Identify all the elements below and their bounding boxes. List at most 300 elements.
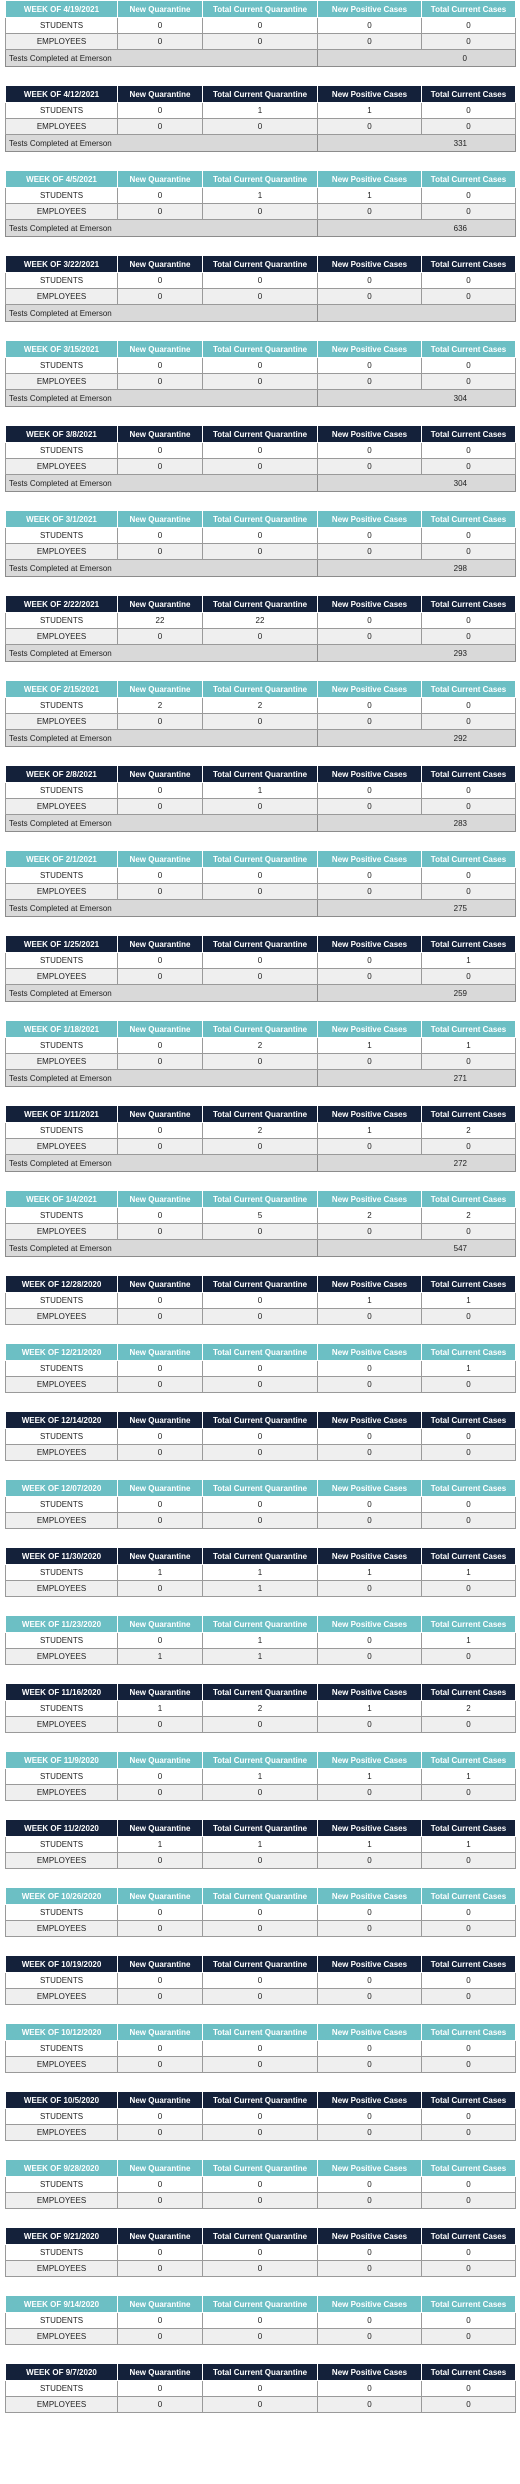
count-cell: 0 [118, 2245, 203, 2261]
tests-row [6, 220, 516, 237]
week-header-row [6, 1888, 516, 1905]
employees-row [6, 1377, 516, 1393]
tests-label: Tests Completed at Emerson [6, 305, 318, 322]
column-header: Total Current Cases [422, 1956, 516, 1973]
count-cell: 0 [118, 1429, 203, 1445]
week-header-row [6, 2364, 516, 2381]
count-cell: 0 [318, 953, 422, 969]
count-cell: 0 [118, 1853, 203, 1869]
row-label: STUDENTS [6, 1837, 118, 1853]
count-cell: 0 [422, 1309, 516, 1325]
week-header-row [6, 256, 516, 273]
table-spacer [5, 1937, 515, 1955]
employees-row [6, 1224, 516, 1240]
employees-row [6, 1989, 516, 2005]
count-cell: 1 [118, 1649, 203, 1665]
count-cell: 0 [118, 1581, 203, 1597]
week-table [5, 1190, 516, 1257]
tests-value: 304 [318, 475, 516, 492]
count-cell: 0 [318, 1989, 422, 2005]
week-title: WEEK OF 12/28/2020 [6, 1276, 118, 1293]
count-cell: 1 [422, 1361, 516, 1377]
students-row [6, 103, 516, 119]
week-header-row [6, 426, 516, 443]
count-cell: 0 [422, 629, 516, 645]
employees-row [6, 1853, 516, 1869]
count-cell: 0 [118, 273, 203, 289]
week-table [5, 170, 516, 237]
row-label: STUDENTS [6, 528, 118, 544]
week-header-row [6, 2296, 516, 2313]
row-label: STUDENTS [6, 1769, 118, 1785]
count-cell: 0 [318, 119, 422, 135]
students-row [6, 1701, 516, 1717]
week-table [5, 2295, 516, 2345]
week-header-row [6, 766, 516, 783]
week-header-row [6, 1, 516, 18]
row-label: EMPLOYEES [6, 799, 118, 815]
employees-row [6, 969, 516, 985]
table-spacer [5, 1461, 515, 1479]
week-table [5, 1275, 516, 1325]
week-table [5, 85, 516, 152]
week-table [5, 1479, 516, 1529]
students-row [6, 2109, 516, 2125]
row-label: EMPLOYEES [6, 1139, 118, 1155]
count-cell: 0 [422, 2329, 516, 2345]
column-header: New Quarantine [118, 1276, 203, 1293]
count-cell: 0 [318, 443, 422, 459]
column-header: New Positive Cases [318, 1752, 422, 1769]
column-header: New Quarantine [118, 681, 203, 698]
column-header: Total Current Cases [422, 1888, 516, 1905]
employees-row [6, 1445, 516, 1461]
tests-row [6, 305, 516, 322]
employees-row [6, 459, 516, 475]
count-cell: 0 [118, 1224, 203, 1240]
row-label: STUDENTS [6, 1361, 118, 1377]
count-cell: 1 [318, 1837, 422, 1853]
count-cell: 0 [118, 443, 203, 459]
column-header: New Quarantine [118, 2228, 203, 2245]
count-cell: 0 [318, 714, 422, 730]
row-label: STUDENTS [6, 2313, 118, 2329]
count-cell: 2 [203, 1038, 318, 1054]
tests-value: 259 [318, 985, 516, 1002]
tests-value: 298 [318, 560, 516, 577]
row-label: EMPLOYEES [6, 2125, 118, 2141]
column-header: New Quarantine [118, 1548, 203, 1565]
week-table [5, 1547, 516, 1597]
count-cell: 0 [422, 188, 516, 204]
count-cell: 0 [118, 1497, 203, 1513]
employees-row [6, 2397, 516, 2413]
column-header: Total Current Cases [422, 1106, 516, 1123]
count-cell: 0 [422, 1513, 516, 1529]
column-header: New Positive Cases [318, 681, 422, 698]
week-header-row [6, 2228, 516, 2245]
column-header: Total Current Quarantine [203, 1548, 318, 1565]
count-cell: 0 [422, 2261, 516, 2277]
column-header: Total Current Quarantine [203, 86, 318, 103]
count-cell: 0 [118, 629, 203, 645]
column-header: Total Current Quarantine [203, 2160, 318, 2177]
count-cell: 0 [318, 2381, 422, 2397]
count-cell: 0 [318, 1905, 422, 1921]
column-header: New Positive Cases [318, 2092, 422, 2109]
count-cell: 0 [118, 34, 203, 50]
count-cell: 0 [318, 1309, 422, 1325]
count-cell: 0 [203, 1513, 318, 1529]
column-header: New Quarantine [118, 2092, 203, 2109]
column-header: New Quarantine [118, 1021, 203, 1038]
row-label: STUDENTS [6, 443, 118, 459]
students-row [6, 1123, 516, 1139]
count-cell: 0 [422, 1921, 516, 1937]
count-cell: 0 [118, 2177, 203, 2193]
count-cell: 0 [118, 868, 203, 884]
count-cell: 0 [422, 2041, 516, 2057]
count-cell: 0 [318, 698, 422, 714]
count-cell: 0 [318, 1429, 422, 1445]
table-spacer [5, 67, 515, 85]
week-title: WEEK OF 10/12/2020 [6, 2024, 118, 2041]
row-label: STUDENTS [6, 698, 118, 714]
count-cell: 0 [118, 884, 203, 900]
count-cell: 1 [203, 188, 318, 204]
count-cell: 0 [118, 783, 203, 799]
students-row [6, 1429, 516, 1445]
count-cell: 0 [203, 953, 318, 969]
week-title: WEEK OF 1/18/2021 [6, 1021, 118, 1038]
week-header-row [6, 681, 516, 698]
column-header: Total Current Quarantine [203, 851, 318, 868]
table-spacer [5, 2073, 515, 2091]
week-title: WEEK OF 11/2/2020 [6, 1820, 118, 1837]
tests-row [6, 560, 516, 577]
table-spacer [5, 832, 515, 850]
count-cell: 0 [118, 2261, 203, 2277]
count-cell: 0 [318, 629, 422, 645]
employees-row [6, 34, 516, 50]
row-label: STUDENTS [6, 2381, 118, 2397]
week-header-row [6, 1344, 516, 1361]
column-header: New Positive Cases [318, 936, 422, 953]
week-title: WEEK OF 3/22/2021 [6, 256, 118, 273]
count-cell: 0 [422, 374, 516, 390]
count-cell: 0 [203, 544, 318, 560]
week-header-row [6, 341, 516, 358]
table-spacer [5, 2141, 515, 2159]
employees-row [6, 1513, 516, 1529]
count-cell: 0 [118, 2313, 203, 2329]
column-header: New Positive Cases [318, 1412, 422, 1429]
column-header: Total Current Cases [422, 86, 516, 103]
row-label: EMPLOYEES [6, 1054, 118, 1070]
count-cell: 0 [118, 1973, 203, 1989]
week-table [5, 2227, 516, 2277]
count-cell: 0 [118, 2057, 203, 2073]
count-cell: 0 [118, 2381, 203, 2397]
row-label: EMPLOYEES [6, 2261, 118, 2277]
count-cell: 0 [203, 443, 318, 459]
tests-value: 304 [318, 390, 516, 407]
tests-row [6, 1240, 516, 1257]
tests-label: Tests Completed at Emerson [6, 985, 318, 1002]
column-header: Total Current Cases [422, 596, 516, 613]
count-cell: 0 [118, 1293, 203, 1309]
column-header: New Positive Cases [318, 1888, 422, 1905]
employees-row [6, 119, 516, 135]
column-header: New Quarantine [118, 596, 203, 613]
week-table [5, 765, 516, 832]
count-cell: 0 [318, 783, 422, 799]
tests-label: Tests Completed at Emerson [6, 220, 318, 237]
count-cell: 0 [118, 459, 203, 475]
row-label: STUDENTS [6, 1973, 118, 1989]
count-cell: 0 [118, 358, 203, 374]
students-row [6, 528, 516, 544]
column-header: Total Current Quarantine [203, 1888, 318, 1905]
week-title: WEEK OF 9/14/2020 [6, 2296, 118, 2313]
count-cell: 1 [203, 1769, 318, 1785]
column-header: New Quarantine [118, 1820, 203, 1837]
count-cell: 0 [318, 1853, 422, 1869]
row-label: STUDENTS [6, 2109, 118, 2125]
count-cell: 0 [203, 528, 318, 544]
row-label: EMPLOYEES [6, 884, 118, 900]
table-spacer [5, 2209, 515, 2227]
count-cell: 0 [422, 1853, 516, 1869]
row-label: EMPLOYEES [6, 1309, 118, 1325]
employees-row [6, 1785, 516, 1801]
week-table [5, 850, 516, 917]
employees-row [6, 544, 516, 560]
count-cell: 1 [318, 1123, 422, 1139]
week-title: WEEK OF 12/14/2020 [6, 1412, 118, 1429]
row-label: STUDENTS [6, 1633, 118, 1649]
count-cell: 0 [203, 1717, 318, 1733]
column-header: Total Current Cases [422, 2092, 516, 2109]
count-cell: 0 [422, 783, 516, 799]
count-cell: 0 [318, 1785, 422, 1801]
count-cell: 0 [118, 1717, 203, 1733]
column-header: New Positive Cases [318, 1480, 422, 1497]
count-cell: 0 [203, 1445, 318, 1461]
table-spacer [5, 1529, 515, 1547]
tests-row [6, 900, 516, 917]
row-label: STUDENTS [6, 18, 118, 34]
count-cell: 0 [422, 2177, 516, 2193]
count-cell: 0 [422, 1989, 516, 2005]
week-table [5, 680, 516, 747]
column-header: Total Current Cases [422, 2228, 516, 2245]
week-title: WEEK OF 3/8/2021 [6, 426, 118, 443]
employees-row [6, 1139, 516, 1155]
column-header: Total Current Cases [422, 1684, 516, 1701]
count-cell: 1 [203, 103, 318, 119]
row-label: EMPLOYEES [6, 1649, 118, 1665]
students-row [6, 188, 516, 204]
employees-row [6, 204, 516, 220]
column-header: Total Current Cases [422, 1191, 516, 1208]
count-cell: 0 [318, 2193, 422, 2209]
count-cell: 0 [118, 2041, 203, 2057]
count-cell: 0 [318, 459, 422, 475]
week-table [5, 1751, 516, 1801]
column-header: Total Current Quarantine [203, 1480, 318, 1497]
table-spacer [5, 322, 515, 340]
week-header-row [6, 1480, 516, 1497]
row-label: EMPLOYEES [6, 1785, 118, 1801]
row-label: STUDENTS [6, 2245, 118, 2261]
week-header-row [6, 86, 516, 103]
column-header: New Positive Cases [318, 86, 422, 103]
week-header-row [6, 1820, 516, 1837]
count-cell: 0 [203, 1361, 318, 1377]
week-title: WEEK OF 9/21/2020 [6, 2228, 118, 2245]
week-title: WEEK OF 10/26/2020 [6, 1888, 118, 1905]
week-title: WEEK OF 12/07/2020 [6, 1480, 118, 1497]
count-cell: 0 [203, 1973, 318, 1989]
count-cell: 0 [422, 1139, 516, 1155]
count-cell: 0 [422, 289, 516, 305]
count-cell: 0 [318, 374, 422, 390]
week-title: WEEK OF 1/25/2021 [6, 936, 118, 953]
tests-label: Tests Completed at Emerson [6, 560, 318, 577]
employees-row [6, 1581, 516, 1597]
count-cell: 0 [422, 1054, 516, 1070]
count-cell: 0 [318, 1921, 422, 1937]
tests-value: 271 [318, 1070, 516, 1087]
table-spacer [5, 1325, 515, 1343]
count-cell: 0 [422, 2397, 516, 2413]
count-cell: 0 [118, 2397, 203, 2413]
column-header: Total Current Cases [422, 426, 516, 443]
column-header: Total Current Cases [422, 2160, 516, 2177]
column-header: Total Current Quarantine [203, 766, 318, 783]
tests-row [6, 135, 516, 152]
students-row [6, 868, 516, 884]
count-cell: 0 [422, 698, 516, 714]
week-table [5, 1343, 516, 1393]
count-cell: 0 [422, 884, 516, 900]
employees-row [6, 1309, 516, 1325]
row-label: STUDENTS [6, 358, 118, 374]
count-cell: 0 [118, 1123, 203, 1139]
count-cell: 1 [203, 1565, 318, 1581]
table-spacer [5, 1665, 515, 1683]
count-cell: 0 [318, 2041, 422, 2057]
column-header: Total Current Cases [422, 1021, 516, 1038]
count-cell: 0 [203, 204, 318, 220]
column-header: New Quarantine [118, 936, 203, 953]
tests-label: Tests Completed at Emerson [6, 390, 318, 407]
row-label: EMPLOYEES [6, 2329, 118, 2345]
count-cell: 0 [422, 544, 516, 560]
column-header: Total Current Quarantine [203, 426, 318, 443]
column-header: Total Current Cases [422, 1616, 516, 1633]
tests-row [6, 390, 516, 407]
week-title: WEEK OF 10/5/2020 [6, 2092, 118, 2109]
count-cell: 0 [118, 374, 203, 390]
column-header: New Quarantine [118, 426, 203, 443]
week-title: WEEK OF 2/15/2021 [6, 681, 118, 698]
week-table [5, 1105, 516, 1172]
row-label: STUDENTS [6, 2177, 118, 2193]
week-table [5, 1887, 516, 1937]
students-row [6, 358, 516, 374]
students-row [6, 443, 516, 459]
week-table [5, 340, 516, 407]
week-title: WEEK OF 3/1/2021 [6, 511, 118, 528]
table-spacer [5, 407, 515, 425]
row-label: EMPLOYEES [6, 969, 118, 985]
table-spacer [5, 1257, 515, 1275]
tests-label: Tests Completed at Emerson [6, 475, 318, 492]
count-cell: 1 [422, 953, 516, 969]
column-header: New Positive Cases [318, 1820, 422, 1837]
column-header: Total Current Quarantine [203, 2092, 318, 2109]
count-cell: 0 [318, 1139, 422, 1155]
employees-row [6, 2125, 516, 2141]
column-header: New Positive Cases [318, 1021, 422, 1038]
column-header: Total Current Cases [422, 1548, 516, 1565]
column-header: Total Current Cases [422, 171, 516, 188]
count-cell: 0 [118, 953, 203, 969]
students-row [6, 1565, 516, 1581]
employees-row [6, 374, 516, 390]
column-header: New Positive Cases [318, 2364, 422, 2381]
column-header: New Positive Cases [318, 511, 422, 528]
count-cell: 0 [118, 544, 203, 560]
count-cell: 0 [118, 1989, 203, 2005]
week-table [5, 510, 516, 577]
count-cell: 0 [318, 1497, 422, 1513]
column-header: Total Current Quarantine [203, 1191, 318, 1208]
row-label: STUDENTS [6, 1701, 118, 1717]
week-title: WEEK OF 3/15/2021 [6, 341, 118, 358]
tests-value: 547 [318, 1240, 516, 1257]
column-header: Total Current Quarantine [203, 1021, 318, 1038]
count-cell: 0 [422, 2313, 516, 2329]
column-header: New Positive Cases [318, 1, 422, 18]
column-header: New Positive Cases [318, 1548, 422, 1565]
column-header: New Quarantine [118, 256, 203, 273]
count-cell: 0 [318, 1361, 422, 1377]
count-cell: 0 [318, 358, 422, 374]
count-cell: 0 [118, 1921, 203, 1937]
week-header-row [6, 1106, 516, 1123]
count-cell: 0 [422, 969, 516, 985]
column-header: Total Current Cases [422, 1344, 516, 1361]
column-header: New Quarantine [118, 86, 203, 103]
count-cell: 0 [118, 188, 203, 204]
students-row [6, 2245, 516, 2261]
count-cell: 1 [422, 1837, 516, 1853]
count-cell: 1 [422, 1633, 516, 1649]
count-cell: 0 [118, 2125, 203, 2141]
tests-label: Tests Completed at Emerson [6, 1240, 318, 1257]
column-header: New Quarantine [118, 2364, 203, 2381]
row-label: EMPLOYEES [6, 1377, 118, 1393]
table-spacer [5, 1597, 515, 1615]
column-header: Total Current Cases [422, 341, 516, 358]
count-cell: 0 [203, 2041, 318, 2057]
column-header: Total Current Cases [422, 2296, 516, 2313]
table-spacer [5, 1733, 515, 1751]
count-cell: 0 [203, 1785, 318, 1801]
